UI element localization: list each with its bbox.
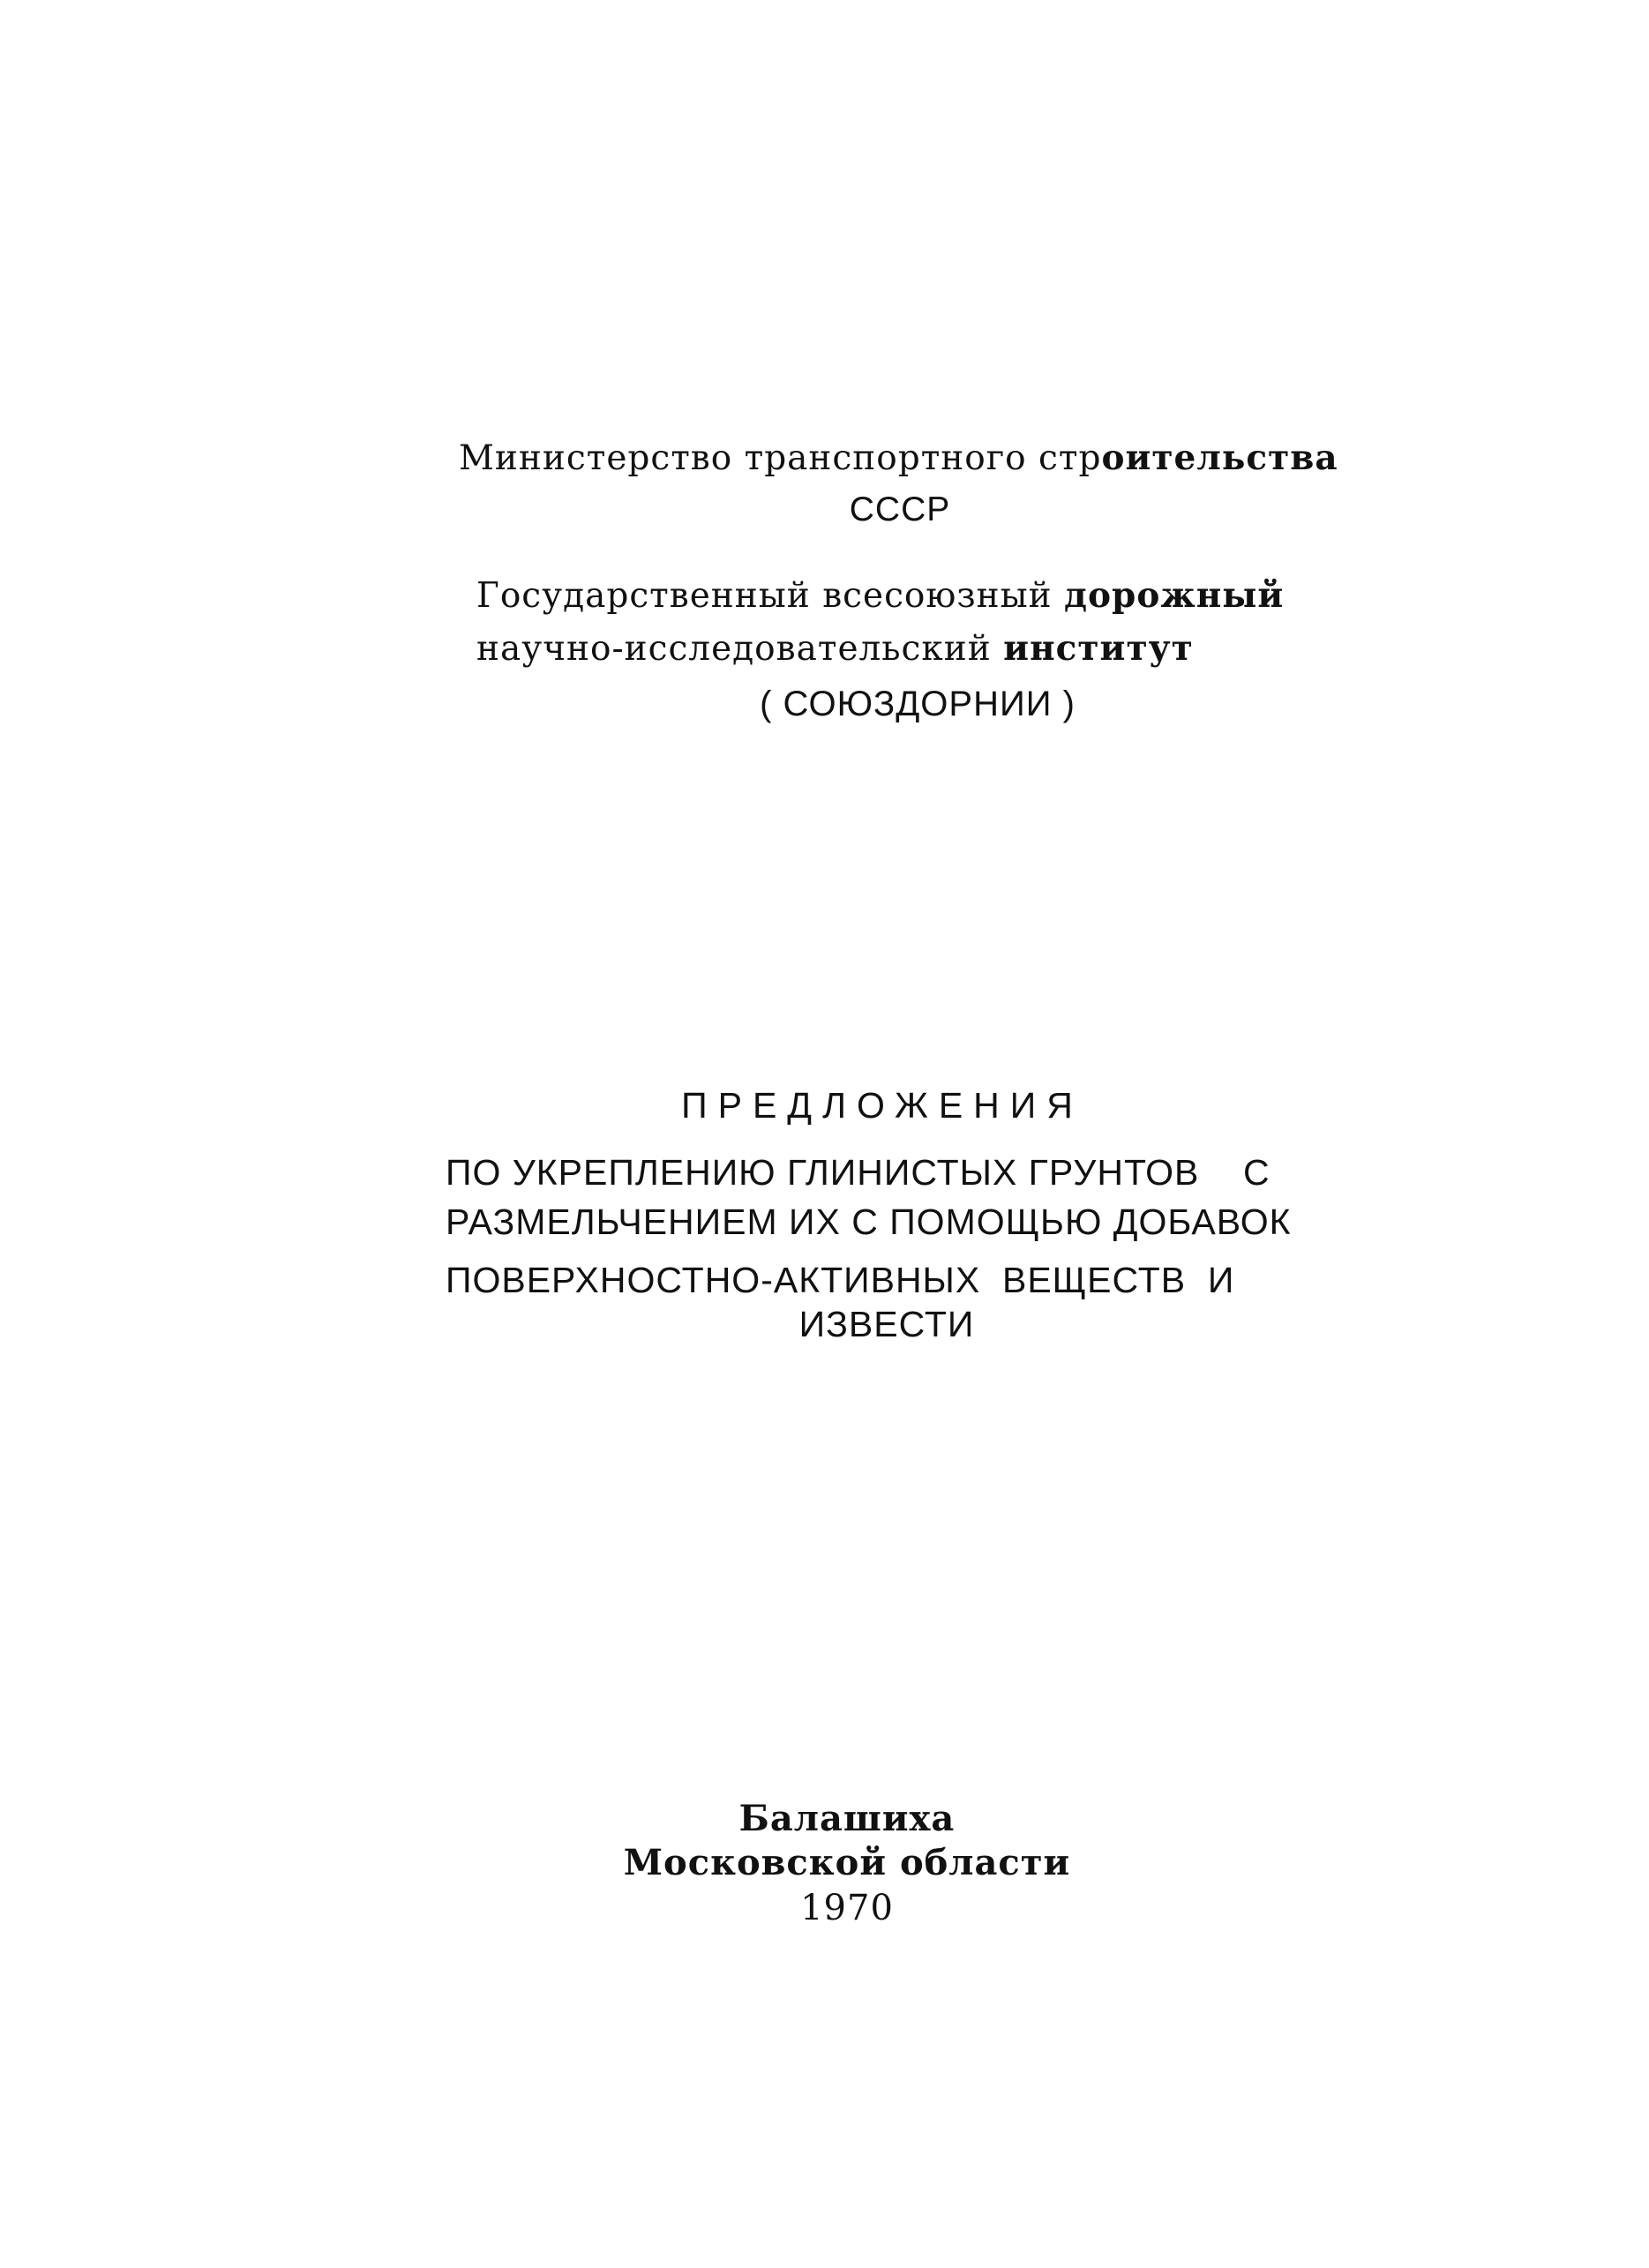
document-subtitle-line1: ПО УКРЕПЛЕНИЮ ГЛИНИСТЫХ ГРУНТОВ С <box>446 1152 1270 1193</box>
imprint-region: Московской области <box>623 1842 1071 1883</box>
institute-name-line2-normal: научно-исследовательский <box>476 629 1004 669</box>
institute-name-line1 <box>476 575 1359 616</box>
institute-name-line1-normal: Государственный всесоюзный <box>476 576 1065 616</box>
imprint-city: Балашиха <box>738 1798 956 1839</box>
document-subtitle-line4: ИЗВЕСТИ <box>798 1304 975 1344</box>
document-subtitle-line3: ПОВЕРХНОСТНО-АКТИВНЫХ ВЕЩЕСТВ И <box>446 1260 1235 1300</box>
ministry-name-normal: Министерство транспортного стр <box>459 438 1102 478</box>
institute-name-line2 <box>476 628 1359 669</box>
imprint-year: 1970 <box>800 1888 894 1928</box>
ministry-name-bold: оительства <box>1101 438 1338 478</box>
institute-name-line1-bold: дорожный <box>1064 575 1285 616</box>
document-subtitle-line2: РАЗМЕЛЬЧЕНИЕМ ИХ С ПОМОЩЬЮ ДОБАВОК <box>446 1201 1292 1242</box>
document-title: ПРЕДЛОЖЕНИЯ <box>681 1085 1083 1126</box>
institute-name-line2-bold: институт <box>1003 628 1194 669</box>
institute-abbreviation: ( СОЮЗДОРНИИ ) <box>760 685 1076 723</box>
ministry-name-line1 <box>459 438 1341 478</box>
ministry-country: СССР <box>849 490 951 528</box>
